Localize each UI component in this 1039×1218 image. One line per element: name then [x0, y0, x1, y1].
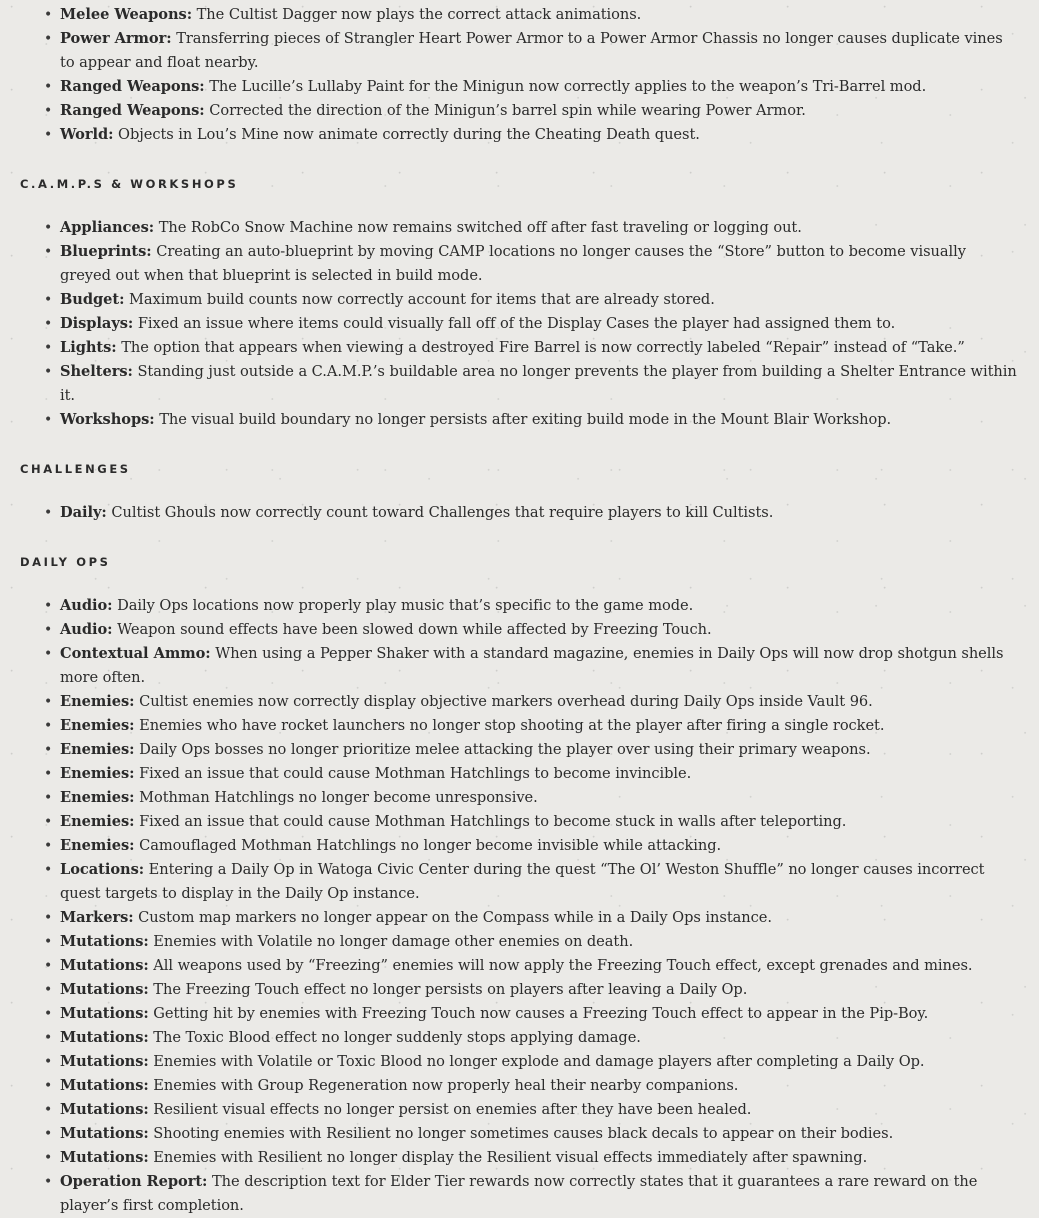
item-category: Enemies: [60, 693, 135, 710]
bullet-icon: • [44, 814, 53, 830]
item-category: Mutations: [60, 1077, 149, 1094]
item-description: The RobCo Snow Machine now remains switched off after fast traveling or logging out. [154, 219, 802, 236]
item-category: Enemies: [60, 741, 135, 758]
item-category: Displays: [60, 315, 134, 332]
list-item [44, 75, 1039, 99]
list-item [44, 810, 1039, 834]
bullet-icon: • [44, 340, 53, 356]
list-item [44, 690, 1039, 714]
bullet-icon: • [44, 694, 53, 710]
misc-fixes-list [0, 0, 1039, 147]
item-description: Corrected the direction of the Minigun’s barrel spin while wearing Power Armor. [204, 102, 806, 119]
item-category: Budget: [60, 291, 125, 308]
bullet-icon: • [44, 742, 53, 758]
item-description: All weapons used by “Freezing” enemies will now apply the Freezing Touch effect, except grenades and mines. [148, 957, 973, 974]
item-category: Shelters: [60, 363, 133, 380]
list-item [44, 714, 1039, 738]
item-description: Camouflaged Mothman Hatchlings no longer become invisible while attacking. [134, 837, 722, 854]
item-description: Custom map markers no longer appear on the Compass while in a Daily Ops instance. [133, 909, 772, 926]
item-description: Fixed an issue that could cause Mothman Hatchlings to become stuck in walls after teleporting. [134, 813, 847, 830]
bullet-icon: • [44, 622, 53, 638]
item-description: Entering a Daily Op in Watoga Civic Center during the quest “The Ol’ Weston Shuffle” no longer causes incorrect quest targets to display in the Daily Op instance. [60, 861, 985, 902]
bullet-icon: • [44, 718, 53, 734]
item-category: Locations: [60, 861, 145, 878]
bullet-icon: • [44, 127, 53, 143]
list-item [44, 594, 1039, 618]
item-category: Workshops: [60, 411, 155, 428]
item-category: Mutations: [60, 1101, 149, 1118]
bullet-icon: • [44, 1126, 53, 1142]
item-category: Appliances: [60, 219, 155, 236]
bullet-icon: • [44, 1030, 53, 1046]
list-item [44, 1122, 1039, 1146]
item-description: The Toxic Blood effect no longer suddenly stops applying damage. [148, 1029, 641, 1046]
bullet-icon: • [44, 1150, 53, 1166]
item-category: Contextual Ammo: [60, 645, 211, 662]
section-heading-daily-ops: DAILY OPS [20, 555, 111, 569]
list-item [44, 618, 1039, 642]
list-item [44, 858, 1039, 906]
item-category: Mutations: [60, 1005, 149, 1022]
bullet-icon: • [44, 1078, 53, 1094]
item-description: Resilient visual effects no longer persist on enemies after they have been healed. [148, 1101, 752, 1118]
bullet-icon: • [44, 244, 53, 260]
item-description: Weapon sound effects have been slowed down while affected by Freezing Touch. [112, 621, 712, 638]
item-description: The visual build boundary no longer persists after exiting build mode in the Mount Blair Workshop. [154, 411, 892, 428]
item-description: The Freezing Touch effect no longer persists on players after leaving a Daily Op. [148, 981, 748, 998]
bullet-icon: • [44, 934, 53, 950]
item-description: Enemies with Resilient no longer display the Resilient visual effects immediately after spawning. [148, 1149, 868, 1166]
item-description: Daily Ops bosses no longer prioritize melee attacking the player over using their primary weapons. [134, 741, 871, 758]
item-category: Mutations: [60, 981, 149, 998]
bullet-icon: • [44, 910, 53, 926]
list-item [44, 1026, 1039, 1050]
list-item [44, 762, 1039, 786]
list-item [44, 1050, 1039, 1074]
list-item [44, 642, 1039, 690]
list-item [44, 1146, 1039, 1170]
item-description: Getting hit by enemies with Freezing Touch now causes a Freezing Touch effect to appear in the Pip-Boy. [148, 1005, 929, 1022]
item-category: Mutations: [60, 1149, 149, 1166]
list-item [44, 27, 1039, 75]
item-category: Mutations: [60, 1053, 149, 1070]
bullet-icon: • [44, 1006, 53, 1022]
item-description: Mothman Hatchlings no longer become unresponsive. [134, 789, 538, 806]
item-description: The Cultist Dagger now plays the correct attack animations. [192, 6, 642, 23]
list-item [44, 312, 1039, 336]
list-item [44, 99, 1039, 123]
bullet-icon: • [44, 505, 53, 521]
item-description: Objects in Lou’s Mine now animate correctly during the Cheating Death quest. [113, 126, 700, 143]
item-category: Ranged Weapons: [60, 102, 205, 119]
bullet-icon: • [44, 790, 53, 806]
item-category: Lights: [60, 339, 117, 356]
list-item [44, 288, 1039, 312]
list-item [44, 3, 1039, 27]
item-description: Cultist Ghouls now correctly count toward Challenges that require players to kill Cultists. [106, 504, 774, 521]
item-description: Enemies who have rocket launchers no longer stop shooting at the player after firing a single rocket. [134, 717, 885, 734]
item-description: Enemies with Group Regeneration now properly heal their nearby companions. [148, 1077, 739, 1094]
item-category: Markers: [60, 909, 134, 926]
list-item [44, 738, 1039, 762]
bullet-icon: • [44, 1054, 53, 1070]
list-item [44, 906, 1039, 930]
item-description: Shooting enemies with Resilient no longer sometimes causes black decals to appear on their bodies. [148, 1125, 894, 1142]
item-description: Enemies with Volatile no longer damage other enemies on death. [148, 933, 634, 950]
item-description: Cultist enemies now correctly display objective markers overhead during Daily Ops inside Vault 96. [134, 693, 873, 710]
list-item [44, 1098, 1039, 1122]
section-heading-camps-workshops: C.A.M.P.S & WORKSHOPS [20, 177, 239, 191]
bullet-icon: • [44, 364, 53, 380]
bullet-icon: • [44, 292, 53, 308]
bullet-icon: • [44, 316, 53, 332]
item-description: Enemies with Volatile or Toxic Blood no longer explode and damage players after completing a Daily Op. [148, 1053, 925, 1070]
bullet-icon: • [44, 103, 53, 119]
bullet-icon: • [44, 220, 53, 236]
bullet-icon: • [44, 7, 53, 23]
item-category: Mutations: [60, 933, 149, 950]
bullet-icon: • [44, 838, 53, 854]
item-category: Audio: [60, 621, 113, 638]
list-item [44, 501, 1039, 525]
list-item [44, 954, 1039, 978]
bullet-icon: • [44, 982, 53, 998]
item-category: World: [60, 126, 114, 143]
item-description: Maximum build counts now correctly account for items that are already stored. [124, 291, 715, 308]
item-description: Standing just outside a C.A.M.P.’s buildable area no longer prevents the player from building a Shelter Entrance within it. [60, 363, 1017, 404]
item-category: Enemies: [60, 813, 135, 830]
item-category: Enemies: [60, 789, 135, 806]
list-item [44, 240, 1039, 288]
bullet-icon: • [44, 766, 53, 782]
item-category: Mutations: [60, 1125, 149, 1142]
item-category: Daily: [60, 504, 107, 521]
bullet-icon: • [44, 862, 53, 878]
item-category: Melee Weapons: [60, 6, 193, 23]
item-description: Daily Ops locations now properly play music that’s specific to the game mode. [112, 597, 694, 614]
list-item [44, 336, 1039, 360]
item-category: Blueprints: [60, 243, 152, 260]
daily-ops-list [0, 594, 1039, 1218]
item-category: Enemies: [60, 717, 135, 734]
list-item [44, 978, 1039, 1002]
item-description: The Lucille’s Lullaby Paint for the Minigun now correctly applies to the weapon’s Tri-Barrel mod. [204, 78, 927, 95]
item-description: Transferring pieces of Strangler Heart Power Armor to a Power Armor Chassis no longer causes duplicate vines to appear and float nearby. [60, 30, 1003, 71]
section-heading-challenges: CHALLENGES [20, 462, 131, 476]
list-item [44, 930, 1039, 954]
item-description: The option that appears when viewing a destroyed Fire Barrel is now correctly labeled “Repair” instead of “Take.” [116, 339, 965, 356]
item-description: Creating an auto-blueprint by moving CAMP locations no longer causes the “Store” button to become visually greyed out when that blueprint is selected in build mode. [60, 243, 966, 284]
item-category: Mutations: [60, 957, 149, 974]
item-description: Fixed an issue that could cause Mothman Hatchlings to become invincible. [134, 765, 692, 782]
bullet-icon: • [44, 1174, 53, 1190]
list-item [44, 1002, 1039, 1026]
camps-workshops-list [0, 216, 1039, 432]
list-item [44, 216, 1039, 240]
list-item [44, 360, 1039, 408]
bullet-icon: • [44, 1102, 53, 1118]
bullet-icon: • [44, 598, 53, 614]
item-category: Enemies: [60, 837, 135, 854]
list-item [44, 786, 1039, 810]
list-item [44, 1170, 1039, 1218]
item-description: The description text for Elder Tier rewards now correctly states that it guarantees a rare reward on the player’s first completion. [60, 1173, 978, 1214]
bullet-icon: • [44, 79, 53, 95]
bullet-icon: • [44, 412, 53, 428]
item-description: Fixed an issue where items could visually fall off of the Display Cases the player had assigned them to. [133, 315, 896, 332]
item-description: When using a Pepper Shaker with a standard magazine, enemies in Daily Ops will now drop shotgun shells more often. [60, 645, 1004, 686]
list-item [44, 408, 1039, 432]
item-category: Ranged Weapons: [60, 78, 205, 95]
list-item [44, 834, 1039, 858]
item-category: Mutations: [60, 1029, 149, 1046]
item-category: Enemies: [60, 765, 135, 782]
item-category: Audio: [60, 597, 113, 614]
bullet-icon: • [44, 646, 53, 662]
challenges-list [0, 501, 1039, 525]
list-item [44, 1074, 1039, 1098]
bullet-icon: • [44, 958, 53, 974]
item-category: Power Armor: [60, 30, 172, 47]
bullet-icon: • [44, 31, 53, 47]
item-category: Operation Report: [60, 1173, 208, 1190]
list-item [44, 123, 1039, 147]
